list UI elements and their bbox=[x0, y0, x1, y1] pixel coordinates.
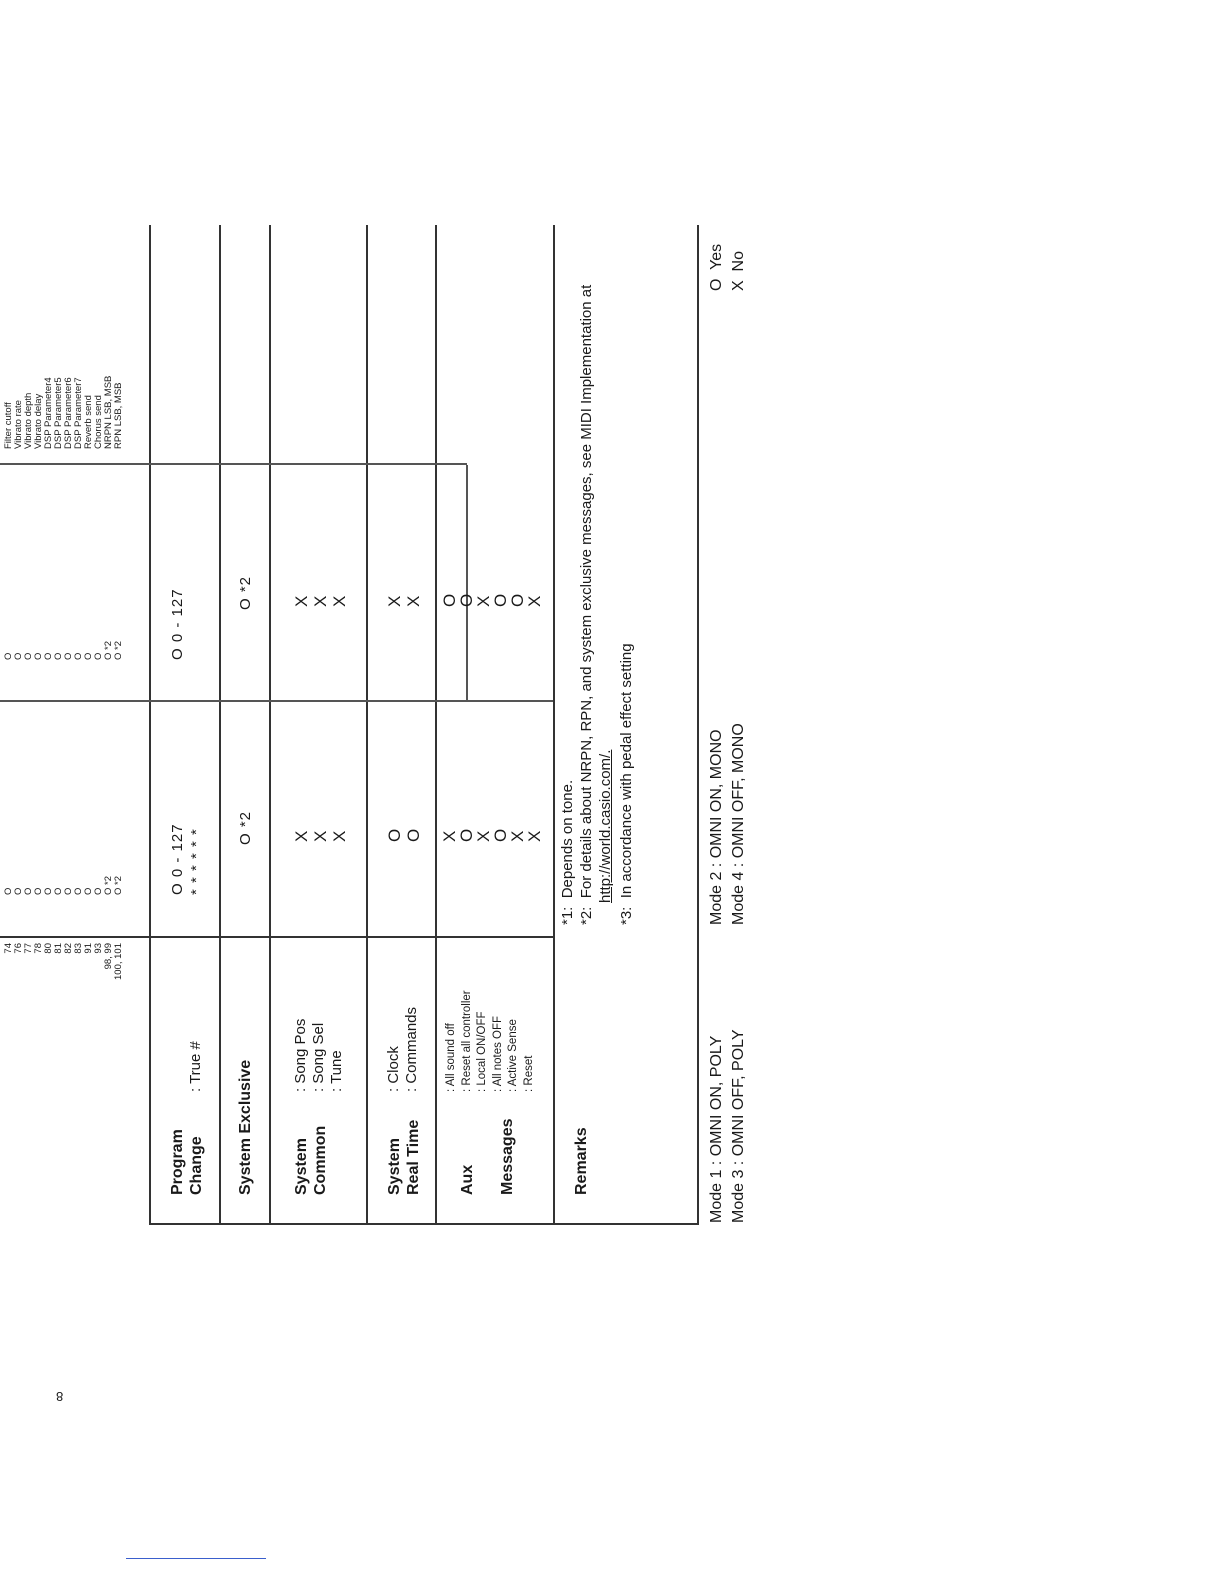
program-change-sub: : True # bbox=[187, 1041, 204, 1092]
system-common-label: System Common bbox=[293, 1125, 329, 1195]
controller-number: 78 bbox=[33, 943, 44, 954]
system-realtime-sub: : Commands bbox=[403, 1006, 420, 1092]
controller-number: 91 bbox=[83, 943, 94, 954]
controller-recognized-mark: O *2 bbox=[113, 640, 124, 660]
controller-remark: Filter cutoff bbox=[3, 402, 14, 449]
legend-yes: O Yes bbox=[708, 243, 725, 291]
system-exclusive-recognized: O *2 bbox=[237, 575, 254, 610]
controller-recognized-mark: O bbox=[53, 652, 64, 660]
row-divider bbox=[219, 225, 221, 1225]
controller-remark: Reverb send bbox=[83, 395, 94, 449]
system-realtime-sub: : Clock bbox=[385, 1046, 402, 1092]
mode-2: Mode 2 : OMNI ON, MONO bbox=[708, 729, 725, 925]
mode-1: Mode 1 : OMNI ON, POLY bbox=[708, 1035, 725, 1223]
controller-transmitted-mark: O bbox=[13, 887, 24, 895]
controller-remark: DSP Parameter4 bbox=[43, 377, 54, 449]
controller-recognized-mark: O *2 bbox=[103, 640, 114, 660]
system-common-tx-mark: X bbox=[330, 830, 349, 842]
aux-tx-mark: X bbox=[474, 830, 493, 842]
controller-recognized-mark: O bbox=[33, 652, 44, 660]
row-divider bbox=[269, 225, 271, 1225]
table-border bbox=[149, 1223, 697, 1225]
controller-transmitted-mark: O *2 bbox=[103, 875, 114, 895]
remarks-label: Remarks bbox=[573, 1127, 590, 1195]
controller-transmitted-mark: O bbox=[73, 887, 84, 895]
system-realtime-subs bbox=[385, 1007, 421, 1092]
controller-transmitted-mark: O bbox=[93, 887, 104, 895]
controller-number: 81 bbox=[53, 943, 64, 954]
footer-rule bbox=[126, 1558, 266, 1559]
controller-recognized-mark: O bbox=[83, 652, 94, 660]
column-divider bbox=[0, 936, 553, 938]
system-realtime-rx-mark: X bbox=[385, 595, 404, 607]
controller-recognized-mark: O bbox=[93, 652, 104, 660]
mode-3: Mode 3 : OMNI OFF, POLY bbox=[730, 1029, 747, 1223]
system-realtime-tx-mark: O bbox=[404, 828, 423, 842]
system-common-recognized bbox=[292, 596, 349, 607]
system-realtime-rx-mark: X bbox=[404, 595, 423, 607]
column-divider bbox=[0, 700, 553, 702]
aux-sub: : All sound off bbox=[445, 1023, 457, 1092]
controller-remark: DSP Parameter5 bbox=[53, 377, 64, 449]
controller-number: 100, 101 bbox=[113, 943, 124, 980]
program-change-transmitted: O 0 - 127 * * * * * * bbox=[169, 823, 205, 895]
controller-remark: Vibrato delay bbox=[33, 393, 44, 449]
messages-label: Messages bbox=[499, 1118, 516, 1195]
controller-recognized-mark: O bbox=[43, 652, 54, 660]
aux-sub: : Reset all controller bbox=[460, 990, 473, 1092]
controller-recognized bbox=[4, 641, 124, 660]
system-common-tx-mark: X bbox=[292, 830, 311, 842]
legend-no: X No bbox=[730, 250, 747, 291]
controller-transmitted-mark: O bbox=[63, 887, 74, 895]
controller-remark: DSP Parameter6 bbox=[63, 377, 74, 449]
system-common-sub: : Song Sel bbox=[310, 1022, 327, 1092]
system-common-rx-mark: X bbox=[292, 595, 311, 607]
system-common-tx-mark: X bbox=[311, 830, 330, 842]
row-divider bbox=[149, 225, 151, 1225]
row-divider bbox=[366, 225, 368, 1225]
controller-transmitted-mark: O *2 bbox=[113, 875, 124, 895]
program-change-recognized: O 0 - 127 bbox=[169, 588, 186, 660]
row-divider bbox=[435, 225, 437, 1225]
controller-remarks bbox=[4, 376, 124, 449]
aux-rx-mark: X bbox=[525, 595, 544, 607]
aux-label: Aux bbox=[459, 1164, 476, 1195]
controller-transmitted-mark: O bbox=[83, 887, 94, 895]
aux-rx-mark: O bbox=[491, 593, 510, 607]
system-realtime-label: System Real Time bbox=[386, 1119, 422, 1195]
controller-transmitted-mark: O bbox=[43, 887, 54, 895]
controller-recognized-mark: O bbox=[73, 652, 84, 660]
controller-numbers bbox=[4, 943, 124, 1075]
aux-rx-mark: X bbox=[474, 595, 493, 607]
aux-tx-mark: X bbox=[525, 830, 544, 842]
remark-note-1: *1: Depends on tone. bbox=[559, 779, 576, 925]
aux-tx-mark: O bbox=[491, 828, 510, 842]
controller-remark: DSP Parameter7 bbox=[73, 377, 84, 449]
aux-rx-mark: O bbox=[508, 593, 527, 607]
system-realtime-tx-mark: O bbox=[385, 828, 404, 842]
aux-tx-mark: X bbox=[440, 830, 459, 842]
controller-transmitted bbox=[4, 876, 124, 895]
aux-tx-mark: X bbox=[508, 830, 527, 842]
aux-recognized bbox=[441, 594, 543, 607]
aux-tx-mark: O bbox=[457, 828, 476, 842]
controller-number: 82 bbox=[63, 943, 74, 954]
controller-number: 98, 99 bbox=[103, 943, 114, 970]
controller-transmitted-mark: O bbox=[33, 887, 44, 895]
column-divider bbox=[0, 463, 467, 465]
row-divider bbox=[553, 225, 555, 1225]
remark-link[interactable]: http://world.casio.com/. bbox=[597, 749, 614, 903]
controller-number: 83 bbox=[73, 943, 84, 954]
aux-rx-mark: O bbox=[440, 593, 459, 607]
program-change-label: Program Change bbox=[169, 1129, 205, 1195]
controller-recognized-mark: O bbox=[63, 652, 74, 660]
aux-subs bbox=[444, 990, 537, 1092]
aux-sub: : Reset bbox=[522, 1055, 535, 1092]
controller-transmitted-mark: O bbox=[53, 887, 64, 895]
page-number: 8 bbox=[56, 1389, 64, 1404]
controller-remark: RPN LSB, MSB bbox=[113, 382, 124, 449]
controller-remark: Vibrato rate bbox=[13, 400, 24, 449]
system-common-transmitted bbox=[292, 831, 349, 842]
controller-transmitted-mark: O bbox=[23, 887, 34, 895]
remark-note-2: *2: For details about NRPN, RPN, and system exclusive messages, see MIDI Implementation at bbox=[578, 284, 595, 925]
aux-sub: : Local ON/OFF bbox=[476, 1011, 488, 1092]
controller-number: 74 bbox=[3, 943, 14, 954]
column-divider bbox=[466, 465, 468, 702]
mode-4: Mode 4 : OMNI OFF, MONO bbox=[730, 723, 747, 925]
controller-number: 80 bbox=[43, 943, 54, 954]
table-border bbox=[697, 225, 699, 1225]
controller-remark: Chorus send bbox=[93, 395, 104, 449]
controller-transmitted-mark: O bbox=[3, 887, 14, 895]
controller-recognized-mark: O bbox=[23, 652, 34, 660]
system-realtime-recognized bbox=[385, 596, 423, 607]
aux-sub: : All notes OFF bbox=[491, 1015, 504, 1092]
system-common-sub: : Tune bbox=[328, 1050, 345, 1092]
controller-remark: NRPN LSB, MSB bbox=[103, 375, 114, 449]
controller-recognized-mark: O bbox=[13, 652, 24, 660]
system-common-subs bbox=[292, 1019, 346, 1092]
controller-remark: Vibrato depth bbox=[23, 392, 34, 449]
controller-number: 76 bbox=[13, 943, 24, 954]
remark-note-3: *3: In accordance with pedal effect setting bbox=[618, 643, 635, 925]
aux-rx-mark: O bbox=[457, 593, 476, 607]
aux-sub: : Active Sense bbox=[507, 1019, 519, 1092]
controller-number: 93 bbox=[93, 943, 104, 954]
system-common-rx-mark: X bbox=[311, 595, 330, 607]
controller-number: 77 bbox=[23, 943, 34, 954]
controller-recognized-mark: O bbox=[3, 652, 14, 660]
system-exclusive-transmitted: O *2 bbox=[237, 810, 254, 845]
system-common-rx-mark: X bbox=[330, 595, 349, 607]
system-common-sub: : Song Pos bbox=[292, 1018, 309, 1092]
system-exclusive-label: System Exclusive bbox=[237, 1059, 254, 1195]
system-realtime-transmitted bbox=[385, 829, 423, 842]
aux-transmitted bbox=[441, 829, 543, 842]
midi-implementation-chart bbox=[0, 225, 747, 1225]
